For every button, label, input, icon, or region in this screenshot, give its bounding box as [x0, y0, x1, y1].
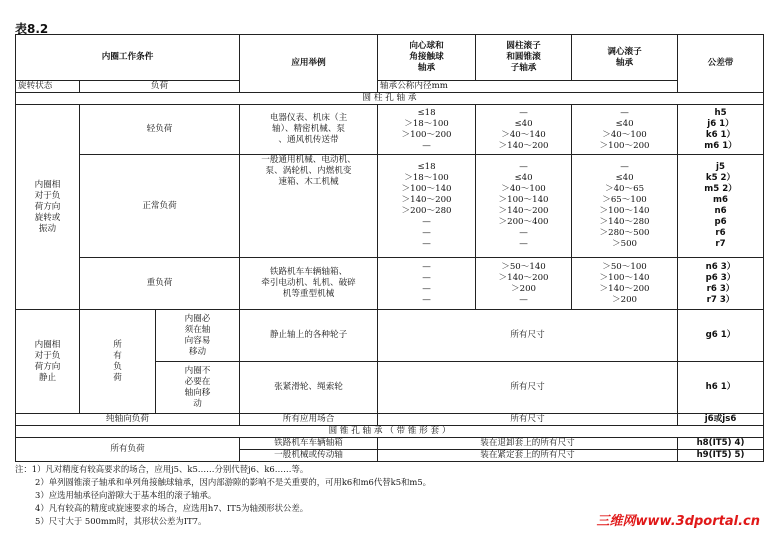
- header-ball: [378, 35, 476, 81]
- cell-line: ＞100～140: [599, 272, 650, 283]
- cell-line: h5: [714, 107, 727, 118]
- cell-line: j5: [716, 162, 725, 172]
- axial-load: 纯轴向负荷: [16, 414, 240, 426]
- heavy-ball: [378, 258, 476, 310]
- cell-line: 荷方向: [34, 361, 61, 372]
- cell-line: 牵引电动机、轧机、破碎: [261, 278, 356, 288]
- cell-line: ＞18～100: [404, 173, 449, 183]
- cell-line: 内圈不: [184, 365, 211, 376]
- cell-line: m6 1）: [704, 140, 737, 151]
- cell-line: ＞100～140: [401, 184, 452, 194]
- cell-line: ＞140～200: [401, 195, 452, 205]
- header-bore: 轴承公称内径mm: [378, 81, 678, 93]
- footnote: 2）单列圆锥滚子轴承和单列角接触球轴承，因内部游隙的影响不是关重要的，可用k6和m6代替k5和m5。: [35, 477, 432, 487]
- cell-line: 动: [193, 398, 202, 409]
- section-cylindrical: 圆 柱 孔 轴 承: [16, 93, 764, 105]
- cell-line: ＞100～200: [401, 129, 452, 140]
- cell-line: —: [519, 107, 528, 118]
- header-spherical: [572, 35, 678, 81]
- footnote: 注：1）凡对精度有较高要求的场合，应用j5、k5……分别代替j6、k6……等。: [15, 464, 309, 474]
- light-tolerance: [678, 105, 764, 155]
- movable-tolerance: g6 1）: [678, 310, 764, 362]
- cell-line: n6 3）: [705, 261, 736, 272]
- cell-line: ＞100～140: [599, 206, 650, 216]
- stationary-all-load: [80, 310, 156, 414]
- cell-line: 静止: [38, 372, 57, 383]
- header-tolerance: 公差带: [678, 35, 764, 93]
- movable-condition: [156, 310, 240, 362]
- cell-line: 向容易: [184, 335, 211, 346]
- cell-line: 负: [113, 361, 122, 372]
- cell-line: ＞140～200: [498, 206, 549, 216]
- fit-tolerance-table: [15, 34, 764, 462]
- heavy-load: 重负荷: [80, 258, 240, 310]
- cell-line: 内圈相: [34, 339, 61, 350]
- fixed-tolerance: h6 1）: [678, 362, 764, 414]
- cell-line: ＞140～200: [498, 140, 549, 151]
- taper-row1-example: 铁路机车车辆轴箱: [240, 438, 378, 450]
- cell-line: n6: [714, 206, 727, 216]
- cell-line: k6 1）: [705, 129, 736, 140]
- taper-row2-size: 装在紧定套上的所有尺寸: [378, 450, 678, 462]
- cell-line: 、通风机传送带: [278, 135, 339, 145]
- cell-line: —: [422, 140, 431, 151]
- cell-line: ≤18: [417, 107, 436, 118]
- header-example: 应用举例: [240, 35, 378, 93]
- heavy-spherical: [572, 258, 678, 310]
- heavy-tolerance: [678, 258, 764, 310]
- cell-line: ＞200～280: [401, 206, 452, 216]
- cell-line: —: [620, 162, 629, 172]
- cell-line: —: [422, 217, 431, 227]
- light-example: [240, 105, 378, 155]
- footnote: 4）凡有较高的精度或旋速要求的场合，应选用h7、IT5为轴颈形状公差。: [35, 503, 309, 513]
- cell-line: 振动: [38, 223, 57, 234]
- cell-line: 必要在: [184, 376, 211, 387]
- stationary-label: [16, 310, 80, 414]
- cell-line: 移动: [188, 346, 207, 357]
- cell-line: 铁路机车车辆轴箱、: [269, 267, 348, 277]
- header-load: 负荷: [80, 81, 240, 93]
- axial-example: 所有应用场合: [240, 414, 378, 426]
- cell-line: 旋转或: [34, 212, 61, 223]
- cell-line: ＞18～100: [404, 118, 449, 129]
- cell-line: ＞140～200: [498, 272, 549, 283]
- cell-line: 圆柱滚子: [506, 41, 541, 51]
- cell-line: ＞200: [612, 294, 638, 305]
- cell-line: 轴承: [615, 57, 634, 68]
- cell-line: ＞40～65: [604, 184, 645, 194]
- watermark: 三维网www.3dportal.cn: [596, 514, 760, 529]
- taper-row2-example: 一般机械或传动轴: [240, 450, 378, 462]
- cell-line: —: [422, 239, 431, 249]
- cell-line: —: [519, 239, 528, 249]
- cell-line: ＞500: [612, 239, 638, 249]
- cell-line: p6 3）: [705, 272, 736, 283]
- cell-line: 和圆锥滚: [506, 52, 541, 62]
- cell-line: 须在轴: [184, 324, 211, 335]
- fixed-example: 张紧滑轮、绳索轮: [240, 362, 378, 414]
- normal-cylindrical: [476, 155, 572, 258]
- normal-spherical: [572, 155, 678, 258]
- cell-line: ＞280～500: [599, 228, 650, 238]
- light-load: 轻负荷: [80, 105, 240, 155]
- cell-line: r6 3）: [706, 283, 735, 294]
- cell-line: ＞40～100: [501, 184, 546, 194]
- movable-example: 静止轴上的各种轮子: [240, 310, 378, 362]
- taper-row1-size: 装在退卸套上的所有尺寸: [378, 438, 678, 450]
- cell-line: —: [519, 228, 528, 238]
- cell-line: —: [519, 162, 528, 172]
- taper-all-load: 所有负荷: [16, 438, 240, 462]
- cell-line: m5 2）: [704, 184, 737, 194]
- cell-line: ＞50～140: [501, 261, 546, 272]
- cell-line: j6 1）: [707, 118, 734, 129]
- fixed-condition: [156, 362, 240, 414]
- cell-line: 泵、涡轮机、内燃机变: [265, 166, 352, 176]
- cell-line: 对于负: [34, 350, 61, 361]
- cell-line: 所: [113, 339, 122, 350]
- axial-size: 所有尺寸: [378, 414, 678, 426]
- cell-line: 荷方向: [34, 201, 61, 212]
- cell-line: m6: [713, 195, 728, 205]
- section-tapered: 圆 锥 孔 轴 承 （ 带 锥 形 套 ）: [16, 426, 764, 438]
- cell-line: 对于负: [34, 190, 61, 201]
- cell-line: 向心球和: [409, 41, 444, 51]
- cell-line: 速箱、木工机械: [278, 177, 339, 187]
- cell-line: ≤40: [615, 118, 634, 129]
- cell-line: —: [422, 228, 431, 238]
- cell-line: 调心滚子: [607, 46, 642, 57]
- taper-row1-tolerance: h8(IT5) 4): [678, 438, 764, 450]
- cell-line: 角接触球: [409, 52, 444, 62]
- heavy-example: [240, 258, 378, 310]
- light-ball: [378, 105, 476, 155]
- cell-line: ＞100～140: [498, 195, 549, 205]
- cell-line: 子轴承: [510, 63, 537, 73]
- table-title: 表8.2: [15, 22, 49, 36]
- cell-line: ≤40: [615, 173, 634, 183]
- cell-line: ≤40: [514, 118, 533, 129]
- fixed-size: 所有尺寸: [378, 362, 678, 414]
- cell-line: ＞200～400: [498, 217, 549, 227]
- normal-tolerance: [678, 155, 764, 258]
- cell-line: 一般通用机械、电动机、: [261, 155, 356, 165]
- normal-example: [240, 155, 378, 258]
- axial-tolerance: j6或js6: [678, 414, 764, 426]
- cell-line: ＞140～200: [599, 283, 650, 294]
- cell-line: 轴承: [417, 63, 436, 73]
- cell-line: 内圈必: [184, 313, 211, 324]
- cell-line: —: [422, 283, 431, 294]
- cell-line: 内圈相: [34, 179, 61, 190]
- cell-line: r7: [715, 239, 726, 249]
- cell-line: ＞100～200: [599, 140, 650, 151]
- cell-line: ＞200: [511, 283, 537, 294]
- rotating-label: [16, 105, 80, 310]
- footnote: 3）应选用轴承径向游隙大于基本组的滚子轴承。: [35, 490, 217, 500]
- cell-line: r6: [715, 228, 726, 238]
- footnote: 5）尺寸大于 500mm时，其形状公差为IT7。: [35, 516, 207, 526]
- cell-line: —: [422, 261, 431, 272]
- cell-line: —: [620, 107, 629, 118]
- cell-line: ＞40～100: [602, 129, 647, 140]
- light-spherical: [572, 105, 678, 155]
- normal-ball: [378, 155, 476, 258]
- cell-line: 轴）、精密机械、泵: [271, 124, 346, 134]
- normal-load: 正常负荷: [80, 155, 240, 258]
- cell-line: p6: [714, 217, 727, 227]
- cell-line: 有: [113, 350, 122, 361]
- cell-line: —: [422, 294, 431, 305]
- light-cylindrical: [476, 105, 572, 155]
- cell-line: ＞40～140: [501, 129, 546, 140]
- cell-line: k5 2）: [705, 173, 736, 183]
- cell-line: ＞50～100: [602, 261, 647, 272]
- taper-row2-tolerance: h9(IT5) 5): [678, 450, 764, 462]
- cell-line: ≤18: [417, 162, 436, 172]
- cell-line: ≤40: [514, 173, 533, 183]
- heavy-cylindrical: [476, 258, 572, 310]
- cell-line: ＞65～100: [602, 195, 647, 205]
- cell-line: —: [519, 294, 528, 305]
- cell-line: 轴向移: [184, 387, 211, 398]
- header-rotation-state: 旋转状态: [16, 81, 80, 93]
- movable-size: 所有尺寸: [378, 310, 678, 362]
- cell-line: 荷: [113, 372, 122, 383]
- cell-line: 机等重型机械: [282, 289, 335, 299]
- header-cylindrical: [476, 35, 572, 81]
- cell-line: 电器仪表、机床（主: [269, 113, 348, 123]
- cell-line: r7 3）: [706, 294, 735, 305]
- header-condition: 内圈工作条件: [16, 35, 240, 81]
- cell-line: ＞140～280: [599, 217, 650, 227]
- cell-line: —: [422, 272, 431, 283]
